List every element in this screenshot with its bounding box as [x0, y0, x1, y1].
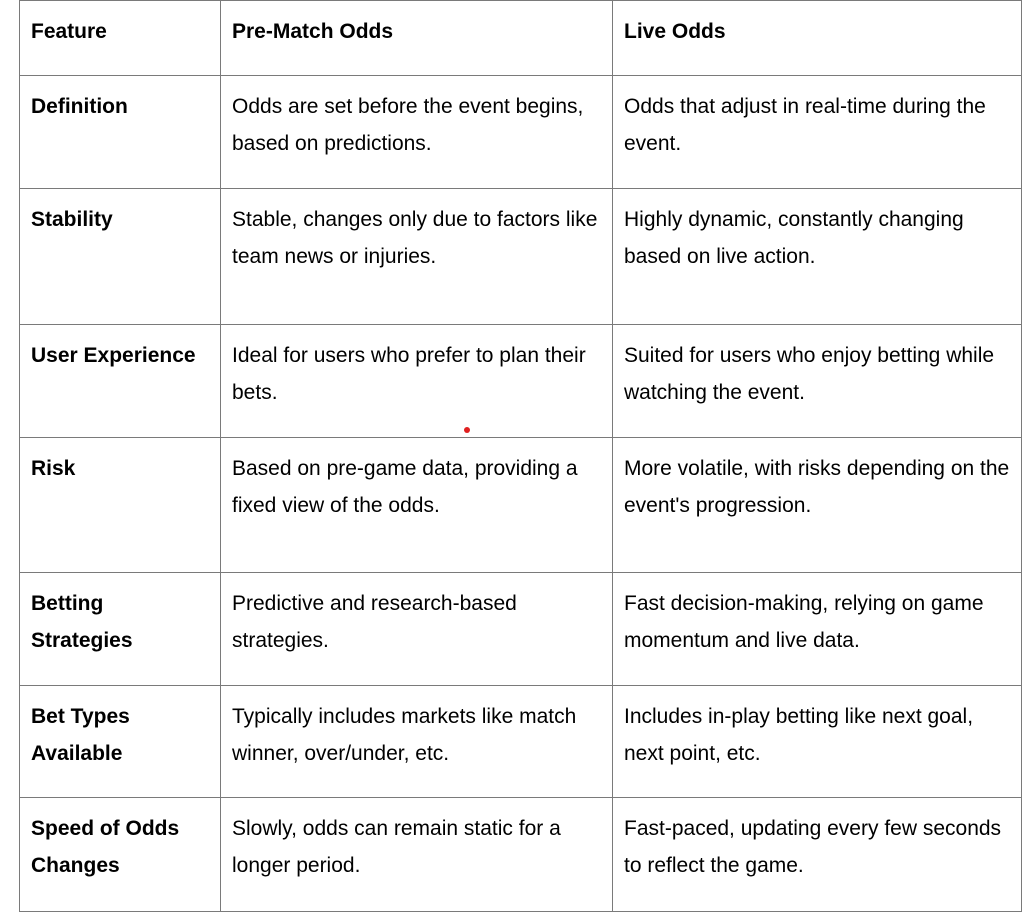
pre-match-cell: Typically includes markets like match winner, over/under, etc. — [221, 686, 613, 798]
live-cell: Odds that adjust in real-time during the event. — [613, 76, 1022, 189]
feature-cell: Speed of Odds Changes — [20, 798, 221, 912]
header-row — [20, 1, 1022, 76]
feature-cell: User Experience — [20, 325, 221, 438]
live-cell: Suited for users who enjoy betting while watching the event. — [613, 325, 1022, 438]
pre-match-cell: Slowly, odds can remain static for a longer period. — [221, 798, 613, 912]
feature-cell: Stability — [20, 189, 221, 325]
live-cell: Includes in-play betting like next goal, next point, etc. — [613, 686, 1022, 798]
header-feature: Feature — [20, 1, 221, 76]
live-cell: Fast decision-making, relying on game momentum and live data. — [613, 573, 1022, 686]
table-row — [20, 438, 1022, 573]
pre-match-cell: Ideal for users who prefer to plan their bets. — [221, 325, 613, 438]
feature-cell: Betting Strategies — [20, 573, 221, 686]
table-row — [20, 573, 1022, 686]
table-row — [20, 76, 1022, 189]
pre-match-cell: Predictive and research-based strategies. — [221, 573, 613, 686]
live-cell: More volatile, with risks depending on the event's progression. — [613, 438, 1022, 573]
table-row — [20, 325, 1022, 438]
comparison-table — [19, 0, 1022, 912]
table-row — [20, 686, 1022, 798]
cursor-dot — [464, 427, 470, 433]
pre-match-cell: Stable, changes only due to factors like team news or injuries. — [221, 189, 613, 325]
feature-cell: Risk — [20, 438, 221, 573]
live-cell: Fast-paced, updating every few seconds to reflect the game. — [613, 798, 1022, 912]
feature-cell: Bet Types Available — [20, 686, 221, 798]
feature-cell: Definition — [20, 76, 221, 189]
pre-match-cell: Based on pre-game data, providing a fixed view of the odds. — [221, 438, 613, 573]
header-live: Live Odds — [613, 1, 1022, 76]
table-row — [20, 189, 1022, 325]
live-cell: Highly dynamic, constantly changing based on live action. — [613, 189, 1022, 325]
header-pre-match: Pre-Match Odds — [221, 1, 613, 76]
table-row — [20, 798, 1022, 912]
pre-match-cell: Odds are set before the event begins, based on predictions. — [221, 76, 613, 189]
